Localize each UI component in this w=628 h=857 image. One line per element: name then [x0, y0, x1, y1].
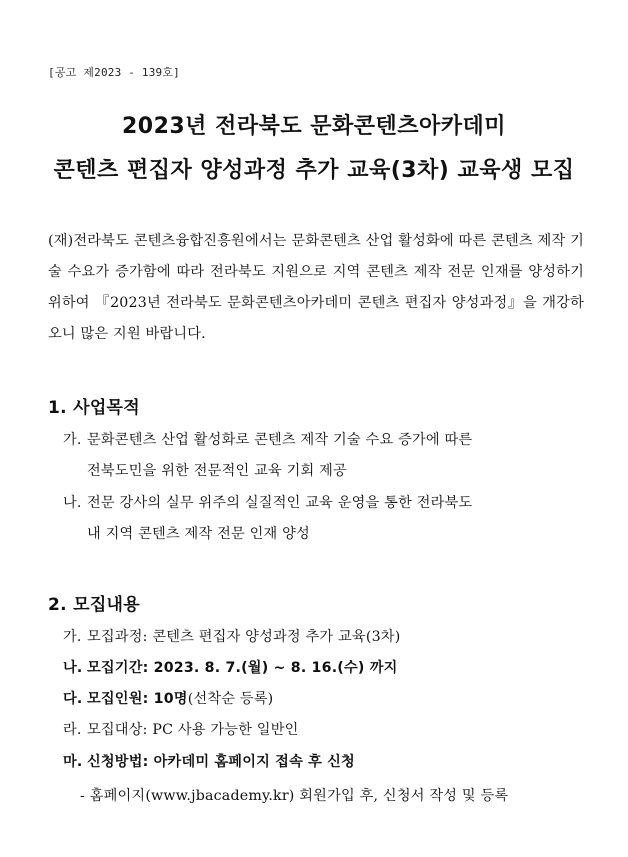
item-marker: 라. [63, 722, 82, 738]
item-value: PC 사용 가능한 일반인 [152, 722, 299, 738]
item-value: 아카데미 홈페이지 접속 후 신청 [153, 754, 355, 770]
item-value: 2023. 8. 7.(월) ~ 8. 16.(수) 까지 [153, 660, 398, 676]
item-marker: 나. [63, 660, 83, 676]
item-label: 모집기간: [87, 660, 149, 676]
item-label: 모집인원: [87, 691, 149, 707]
purpose-item-2 [63, 488, 585, 550]
intro-paragraph: (재)전라북도 콘텐츠융합진흥원에서는 문화콘텐츠 산업 활성화에 따른 콘텐츠 제작 기술 수요가 증가함에 따라 전라북도 지원으로 지역 콘텐츠 제작 전문 인재를 양성하기 위하여 『2023년 전라북도 문화콘텐츠아카데미 콘텐츠 편집자 양성과정』을 개강하오니 많은 지원 바랍니다. [48, 233, 584, 342]
item-text-line1: 문화콘텐츠 산업 활성화로 콘텐츠 제작 기술 수요 증가에 따른 [87, 432, 473, 448]
item-value: 10명 [153, 691, 188, 707]
item-text-line2: 내 지역 콘텐츠 제작 전문 인재 양성 [87, 526, 310, 542]
item-text-line1: 전문 강사의 실무 위주의 실질적인 교육 운영을 통한 전라북도 [87, 495, 473, 511]
item-text-line2: 전북도민을 위한 전문적인 교육 기회 제공 [87, 463, 347, 479]
document-title-line2: 콘텐츠 편집자 양성과정 추가 교육(3차) 교육생 모집 [53, 158, 575, 183]
recruit-period [63, 653, 585, 684]
item-marker: 가. [63, 629, 82, 645]
section-heading-purpose: 1. 사업목적 [48, 398, 140, 418]
item-value: 콘텐츠 편집자 양성과정 추가 교육(3차) [152, 629, 401, 645]
signup-note: - 홈페이지(www.jbacademy.kr) 회원가입 후, 신청서 작성 및 등록 [80, 788, 509, 804]
item-extra: (선착순 등록) [187, 691, 274, 707]
item-marker: 나. [63, 495, 82, 511]
document-title-line1: 2023년 전라북도 문화콘텐츠아카데미 [121, 114, 507, 139]
item-label: 모집대상: [87, 722, 148, 738]
recruit-count [63, 684, 585, 715]
item-label: 모집과정: [87, 629, 148, 645]
purpose-item-1 [63, 425, 585, 487]
recruit-target [63, 715, 585, 746]
notice-number: [공고 제2023 - 139호] [48, 66, 180, 79]
section-heading-recruitment: 2. 모집내용 [48, 595, 140, 615]
recruit-course [63, 622, 585, 653]
item-marker: 다. [63, 691, 83, 707]
item-label: 신청방법: [87, 754, 149, 770]
recruit-method [63, 747, 585, 778]
item-marker: 마. [63, 754, 83, 770]
item-marker: 가. [63, 432, 82, 448]
